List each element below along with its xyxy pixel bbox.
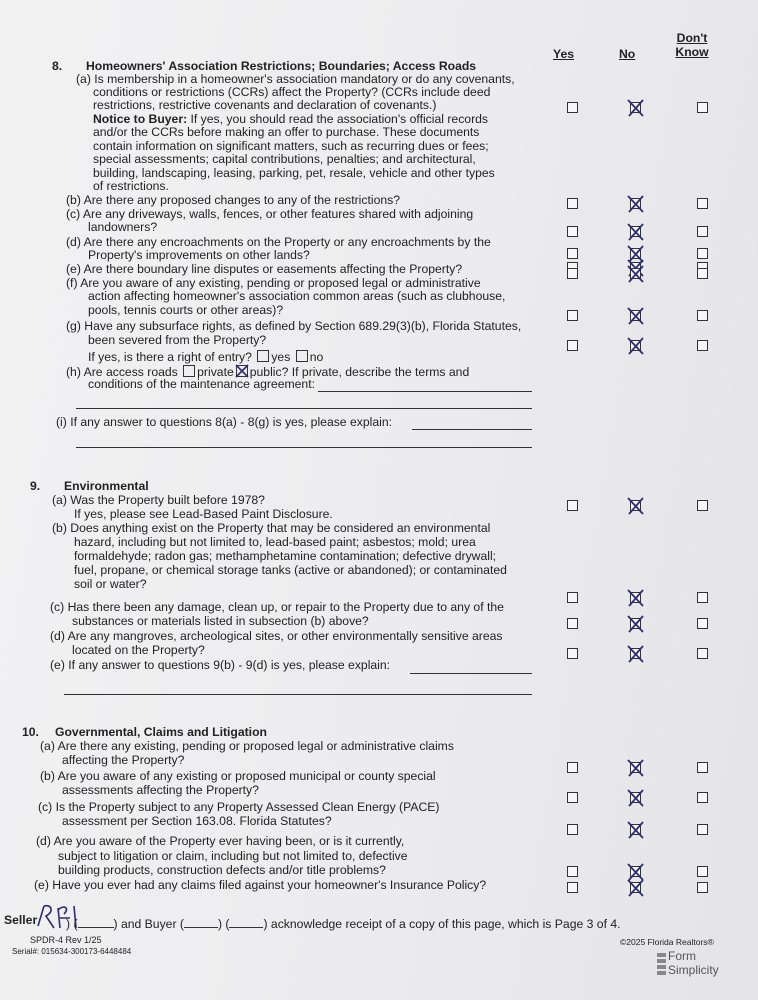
checkbox-9d-no[interactable] xyxy=(630,648,641,659)
section-9-title: Environmental xyxy=(64,479,149,493)
q8h-line-2: conditions of the maintenance agreement: xyxy=(88,377,315,391)
column-yes-header: Yes xyxy=(553,47,575,61)
q8d-line-1: (d) Are there any encroachments on the Property or any encroachments by the xyxy=(66,235,491,249)
checkbox-8d-1-no[interactable] xyxy=(630,248,641,259)
column-no-header: No xyxy=(619,47,636,61)
q8a-line-2: conditions or restrictions (CCRs) affect the Property? (CCRs include deed xyxy=(93,85,491,99)
checkbox-8g-no[interactable] xyxy=(630,340,641,351)
q8f-line-3: pools, tennis courts or other areas)? xyxy=(88,303,284,317)
checkbox-8d-1-yes[interactable] xyxy=(567,248,578,259)
checkbox-9d-yes[interactable] xyxy=(567,648,578,659)
q10d-line-3: building products, construction defects and/or title problems? xyxy=(58,863,386,877)
checkbox-9c-no[interactable] xyxy=(630,618,641,629)
q10b-line-1: (b) Are you aware of any existing or proposed municipal or county special xyxy=(40,769,436,783)
q10d-line-2: subject to litigation or claim, including but not limited to, defective xyxy=(58,849,408,863)
checkbox-10e-yes[interactable] xyxy=(567,882,578,893)
q9b-line-1: (b) Does anything exist on the Property that may be considered an environmental xyxy=(52,521,491,535)
checkbox-8f-no[interactable] xyxy=(630,310,641,321)
checkbox-10e-no[interactable] xyxy=(630,882,641,893)
road-public-checkbox[interactable] xyxy=(236,365,248,377)
checkbox-10c-no[interactable] xyxy=(630,824,641,835)
checkbox-8d-1-dk[interactable] xyxy=(697,248,708,259)
q9d-line-2: located on the Property? xyxy=(72,643,205,657)
checkbox-10a-dk[interactable] xyxy=(697,762,708,773)
q8c-line-2: landowners? xyxy=(88,220,158,234)
q9a-line-2: If yes, please see Lead-Based Paint Disclosure. xyxy=(74,507,333,521)
checkbox-8b-no[interactable] xyxy=(630,198,641,209)
q9d-line-1: (d) Are any mangroves, archeological sites, or other environmentally sensitive areas xyxy=(50,629,503,643)
q8f-line-1: (f) Are you aware of any existing, pending or proposed legal or administrative xyxy=(66,276,481,290)
checkbox-8b-dk[interactable] xyxy=(697,198,708,209)
q8i-answer-line xyxy=(412,429,532,430)
checkbox-9b-yes[interactable] xyxy=(567,592,578,603)
entry-no-checkbox[interactable] xyxy=(296,350,308,362)
checkbox-8f-dk[interactable] xyxy=(697,310,708,321)
checkbox-8c-yes[interactable] xyxy=(567,226,578,237)
checkbox-8g-dk[interactable] xyxy=(697,340,708,351)
section-9-number: 9. xyxy=(30,479,41,493)
q8c-line-1: (c) Are any driveways, walls, fences, or other features shared with adjoining xyxy=(66,207,474,221)
form-simplicity-logo-icon xyxy=(657,953,666,977)
logo-text-simplicity: Simplicity xyxy=(668,963,719,977)
q10c-line-1: (c) Is the Property subject to any Property Assessed Clean Energy (PACE) xyxy=(38,800,440,814)
checkbox-10b-yes[interactable] xyxy=(567,792,578,803)
section-8-number: 8. xyxy=(52,59,63,73)
q9b-line-3: formaldehyde; radon gas; methamphetamine contamination; defective drywall; xyxy=(74,549,497,563)
checkbox-8e-dk[interactable] xyxy=(697,268,708,279)
footer-form-id: SPDR-4 Rev 1/25 xyxy=(30,935,102,945)
q8i-text: (i) If any answer to questions 8(a) - 8(g) is yes, please explain: xyxy=(56,415,392,429)
q8g-line-1: (g) Have any subsurface rights, as defined by Section 689.29(3)(b), Florida Statutes, xyxy=(66,319,522,333)
q8g-line-2: been severed from the Property? xyxy=(88,333,267,347)
q8e-text: (e) Are there boundary line disputes or easements affecting the Property? xyxy=(66,262,463,276)
notice-to-buyer: Notice to Buyer: If yes, you should read the association's official records xyxy=(93,112,488,126)
checkbox-10a-yes[interactable] xyxy=(567,762,578,773)
q9c-line-1: (c) Has there been any damage, clean up, or repair to the Property due to any of the xyxy=(50,600,504,614)
checkbox-8g-yes[interactable] xyxy=(567,340,578,351)
footer-seller-label: Seller xyxy=(4,913,38,927)
checkbox-10c-yes[interactable] xyxy=(567,824,578,835)
logo-text-form: Form xyxy=(668,949,696,963)
checkbox-8c-no[interactable] xyxy=(630,226,641,237)
checkbox-9d-dk[interactable] xyxy=(697,648,708,659)
q9a-text: (a) Was the Property built before 1978? xyxy=(52,493,265,507)
checkbox-9c-dk[interactable] xyxy=(697,618,708,629)
checkbox-9a-no[interactable] xyxy=(630,500,641,511)
notice-line-5: building, landscaping, leasing, parking, pet, resale, vehicle and other types xyxy=(93,166,495,180)
q9b-line-2: hazard, including but not limited to, lead-based paint; asbestos; mold; urea xyxy=(74,535,476,549)
checkbox-8e-yes[interactable] xyxy=(567,268,578,279)
section-8-title: Homeowners' Association Restrictions; Boundaries; Access Roads xyxy=(86,59,477,73)
checkbox-10d-1-no[interactable] xyxy=(630,866,641,877)
checkbox-10b-dk[interactable] xyxy=(697,792,708,803)
q10d-line-1: (d) Are you aware of the Property ever having been, or is it currently, xyxy=(36,834,405,848)
q8h-answer-line-2 xyxy=(76,408,532,409)
q8f-line-2: action affecting homeowner's association common areas (such as clubhouse, xyxy=(88,289,506,303)
checkbox-9b-dk[interactable] xyxy=(697,592,708,603)
q10a-line-1: (a) Are there any existing, pending or proposed legal or administrative claims xyxy=(40,739,454,753)
column-dont-know-header: Don't Know xyxy=(675,31,709,59)
notice-line-6: of restrictions. xyxy=(93,179,169,193)
q10c-line-2: assessment per Section 163.08. Florida Statutes? xyxy=(62,814,332,828)
checkbox-10d-1-yes[interactable] xyxy=(567,866,578,877)
q8a-line-3: restrictions, restrictive covenants and declaration of covenants.) xyxy=(93,98,437,112)
q8i-answer-line-2 xyxy=(76,447,532,448)
q9b-line-4: fuel, propane, or chemical storage tanks (active or abandoned); or contaminated xyxy=(74,563,507,577)
q9e-text: (e) If any answer to questions 9(b) - 9(d) is yes, please explain: xyxy=(50,658,391,672)
checkbox-10a-no[interactable] xyxy=(630,762,641,773)
checkbox-9a-yes[interactable] xyxy=(567,500,578,511)
checkbox-8e-no[interactable] xyxy=(630,268,641,279)
q9e-answer-line-2 xyxy=(64,694,532,695)
notice-line-2: and/or the CCRs before making an offer to purchase. These documents xyxy=(93,125,480,139)
q10a-line-2: affecting the Property? xyxy=(62,753,185,767)
checkbox-10c-dk[interactable] xyxy=(697,824,708,835)
checkbox-8a-yes[interactable] xyxy=(567,102,578,113)
section-10-title: Governmental, Claims and Litigation xyxy=(55,725,267,739)
q8h-line-1: (h) Are access roads private public? If private, describe the terms and xyxy=(66,365,470,379)
checkbox-10b-no[interactable] xyxy=(630,792,641,803)
checkbox-8b-yes[interactable] xyxy=(567,198,578,209)
checkbox-8f-yes[interactable] xyxy=(567,310,578,321)
checkbox-8a-dk[interactable] xyxy=(697,102,708,113)
q8h-answer-line xyxy=(318,391,532,392)
q8b-text: (b) Are there any proposed changes to any of the restrictions? xyxy=(66,193,400,207)
checkbox-8a-no[interactable] xyxy=(630,102,641,113)
section-10-number: 10. xyxy=(22,725,39,739)
footer-serial: Serial#: 015634-300173-6448484 xyxy=(12,947,132,956)
footer-acknowledgment: ) ( ) and Buyer ( ) ( ) acknowledge receipt of a copy of this page, which is Page 3 of 4. xyxy=(66,917,621,931)
q8g-right-of-entry: If yes, is there a right of entry? yes no xyxy=(88,350,324,364)
checkbox-10d-1-dk[interactable] xyxy=(697,866,708,877)
q8a-line-1: (a) Is membership in a homeowner's association mandatory or do any covenants, xyxy=(76,72,515,86)
q10e-text: (e) Have you ever had any claims filed against your homeowner's Insurance Policy? xyxy=(34,878,487,892)
checkbox-10e-dk[interactable] xyxy=(697,882,708,893)
q9e-answer-line xyxy=(410,673,532,674)
checkbox-9b-no[interactable] xyxy=(630,592,641,603)
q9b-line-5: soil or water? xyxy=(74,577,147,591)
checkbox-8c-dk[interactable] xyxy=(697,226,708,237)
road-private-checkbox[interactable] xyxy=(183,365,195,377)
q9c-line-2: substances or materials listed in subsection (b) above? xyxy=(72,614,369,628)
entry-yes-checkbox[interactable] xyxy=(257,350,269,362)
checkbox-9a-dk[interactable] xyxy=(697,500,708,511)
notice-line-4: special assessments; capital contributions, penalties; and architectural, xyxy=(93,152,476,166)
footer-copyright: ©2025 Florida Realtors® xyxy=(620,937,714,947)
q10b-line-2: assessments affecting the Property? xyxy=(62,783,259,797)
q8d-line-2: Property's improvements on other lands? xyxy=(88,248,310,262)
notice-line-3: contain information on significant matters, such as recurring dues or fees; xyxy=(93,139,489,153)
checkbox-9c-yes[interactable] xyxy=(567,618,578,629)
